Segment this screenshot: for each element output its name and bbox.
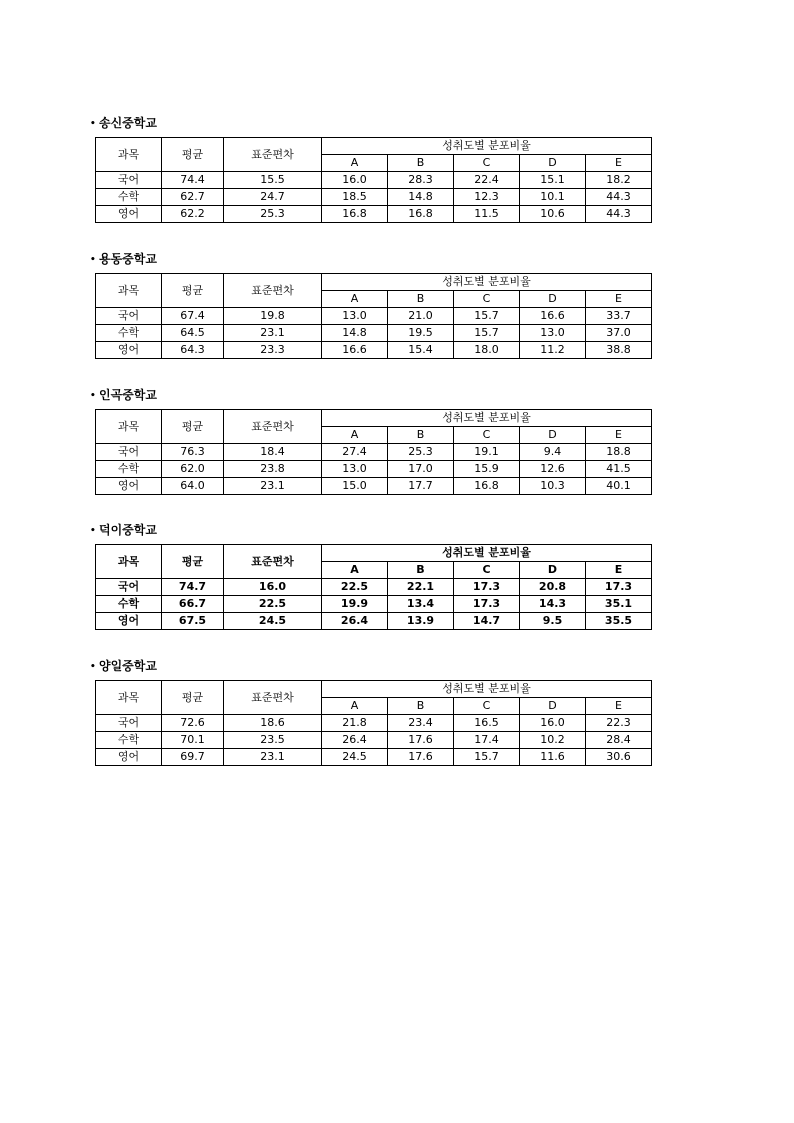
school-title [90, 658, 656, 674]
header-grade: E [586, 155, 652, 172]
cell-subject: 국어 [96, 172, 162, 189]
cell-mean: 62.2 [162, 206, 224, 223]
cell-grade-ratio: 16.8 [454, 478, 520, 495]
header-stddev: 표준편차 [224, 138, 322, 172]
cell-grade-ratio: 15.4 [388, 342, 454, 359]
cell-stddev: 23.8 [224, 461, 322, 478]
table-row [96, 715, 652, 732]
table-row [96, 596, 652, 613]
cell-grade-ratio: 41.5 [586, 461, 652, 478]
cell-mean: 76.3 [162, 444, 224, 461]
cell-grade-ratio: 10.3 [520, 478, 586, 495]
cell-subject: 수학 [96, 461, 162, 478]
school-title [90, 251, 656, 267]
cell-subject: 국어 [96, 579, 162, 596]
cell-stddev: 16.0 [224, 579, 322, 596]
header-grade: E [586, 698, 652, 715]
table-header-row [96, 545, 652, 562]
header-grade: A [322, 562, 388, 579]
school-name: 덕이중학교 [99, 523, 157, 537]
cell-grade-ratio: 35.5 [586, 613, 652, 630]
header-distribution: 성취도별 분포비율 [322, 138, 652, 155]
cell-subject: 영어 [96, 206, 162, 223]
cell-grade-ratio: 13.0 [322, 308, 388, 325]
cell-grade-ratio: 15.7 [454, 749, 520, 766]
cell-grade-ratio: 13.4 [388, 596, 454, 613]
header-distribution: 성취도별 분포비율 [322, 274, 652, 291]
header-grade: C [454, 698, 520, 715]
cell-grade-ratio: 21.0 [388, 308, 454, 325]
cell-grade-ratio: 11.5 [454, 206, 520, 223]
cell-mean: 74.7 [162, 579, 224, 596]
table-row [96, 206, 652, 223]
cell-stddev: 25.3 [224, 206, 322, 223]
cell-subject: 영어 [96, 342, 162, 359]
cell-grade-ratio: 44.3 [586, 189, 652, 206]
header-grade: B [388, 155, 454, 172]
cell-grade-ratio: 19.1 [454, 444, 520, 461]
cell-grade-ratio: 9.5 [520, 613, 586, 630]
table-header-row [96, 681, 652, 698]
header-grade: A [322, 698, 388, 715]
cell-grade-ratio: 18.2 [586, 172, 652, 189]
header-grade: B [388, 698, 454, 715]
cell-mean: 62.7 [162, 189, 224, 206]
school-name: 인곡중학교 [99, 388, 157, 402]
table-row [96, 478, 652, 495]
table-row [96, 325, 652, 342]
cell-subject: 국어 [96, 715, 162, 732]
bullet-icon: • [90, 391, 96, 401]
cell-grade-ratio: 22.4 [454, 172, 520, 189]
header-subject: 과목 [96, 410, 162, 444]
cell-mean: 72.6 [162, 715, 224, 732]
bullet-icon: • [90, 526, 96, 536]
cell-grade-ratio: 25.3 [388, 444, 454, 461]
header-stddev: 표준편차 [224, 274, 322, 308]
cell-grade-ratio: 12.3 [454, 189, 520, 206]
cell-grade-ratio: 28.4 [586, 732, 652, 749]
cell-mean: 67.4 [162, 308, 224, 325]
cell-stddev: 24.7 [224, 189, 322, 206]
header-subject: 과목 [96, 274, 162, 308]
cell-subject: 국어 [96, 444, 162, 461]
cell-grade-ratio: 15.9 [454, 461, 520, 478]
header-grade: B [388, 427, 454, 444]
cell-grade-ratio: 14.7 [454, 613, 520, 630]
school-name: 용동중학교 [99, 252, 157, 266]
table-header-row [96, 138, 652, 155]
cell-grade-ratio: 13.9 [388, 613, 454, 630]
header-distribution: 성취도별 분포비율 [322, 681, 652, 698]
school-title [90, 115, 656, 131]
cell-grade-ratio: 35.1 [586, 596, 652, 613]
cell-mean: 62.0 [162, 461, 224, 478]
cell-grade-ratio: 16.0 [322, 172, 388, 189]
school-section [90, 522, 656, 630]
cell-stddev: 23.3 [224, 342, 322, 359]
score-table [95, 680, 652, 766]
header-grade: B [388, 291, 454, 308]
cell-grade-ratio: 10.1 [520, 189, 586, 206]
cell-grade-ratio: 14.8 [322, 325, 388, 342]
cell-stddev: 23.5 [224, 732, 322, 749]
cell-grade-ratio: 38.8 [586, 342, 652, 359]
cell-mean: 64.0 [162, 478, 224, 495]
school-section [90, 387, 656, 495]
school-section [90, 658, 656, 766]
header-mean: 평균 [162, 545, 224, 579]
table-row [96, 461, 652, 478]
cell-grade-ratio: 15.7 [454, 325, 520, 342]
header-grade: E [586, 562, 652, 579]
header-grade: D [520, 698, 586, 715]
school-name: 송신중학교 [99, 116, 157, 130]
header-distribution: 성취도별 분포비율 [322, 410, 652, 427]
header-grade: D [520, 155, 586, 172]
cell-subject: 영어 [96, 613, 162, 630]
school-section [90, 115, 656, 223]
header-stddev: 표준편차 [224, 545, 322, 579]
header-grade: A [322, 427, 388, 444]
cell-subject: 수학 [96, 189, 162, 206]
cell-grade-ratio: 33.7 [586, 308, 652, 325]
cell-stddev: 18.6 [224, 715, 322, 732]
cell-grade-ratio: 17.3 [586, 579, 652, 596]
cell-stddev: 24.5 [224, 613, 322, 630]
cell-stddev: 18.4 [224, 444, 322, 461]
cell-subject: 국어 [96, 308, 162, 325]
header-grade: C [454, 155, 520, 172]
header-distribution: 성취도별 분포비율 [322, 545, 652, 562]
cell-grade-ratio: 28.3 [388, 172, 454, 189]
table-row [96, 308, 652, 325]
cell-grade-ratio: 14.8 [388, 189, 454, 206]
cell-mean: 66.7 [162, 596, 224, 613]
cell-grade-ratio: 26.4 [322, 732, 388, 749]
cell-grade-ratio: 11.2 [520, 342, 586, 359]
cell-grade-ratio: 15.7 [454, 308, 520, 325]
cell-grade-ratio: 9.4 [520, 444, 586, 461]
header-mean: 평균 [162, 681, 224, 715]
cell-grade-ratio: 15.0 [322, 478, 388, 495]
header-grade: C [454, 427, 520, 444]
header-mean: 평균 [162, 274, 224, 308]
header-stddev: 표준편차 [224, 681, 322, 715]
cell-grade-ratio: 17.3 [454, 579, 520, 596]
table-row [96, 189, 652, 206]
header-mean: 평균 [162, 410, 224, 444]
cell-grade-ratio: 16.5 [454, 715, 520, 732]
cell-grade-ratio: 11.6 [520, 749, 586, 766]
header-grade: B [388, 562, 454, 579]
cell-grade-ratio: 37.0 [586, 325, 652, 342]
table-row [96, 342, 652, 359]
cell-grade-ratio: 15.1 [520, 172, 586, 189]
table-row [96, 579, 652, 596]
header-grade: A [322, 291, 388, 308]
cell-grade-ratio: 22.3 [586, 715, 652, 732]
cell-grade-ratio: 19.5 [388, 325, 454, 342]
cell-subject: 영어 [96, 749, 162, 766]
table-row [96, 444, 652, 461]
cell-mean: 69.7 [162, 749, 224, 766]
cell-subject: 수학 [96, 732, 162, 749]
header-mean: 평균 [162, 138, 224, 172]
cell-grade-ratio: 16.0 [520, 715, 586, 732]
cell-grade-ratio: 17.3 [454, 596, 520, 613]
cell-grade-ratio: 10.2 [520, 732, 586, 749]
table-row [96, 613, 652, 630]
score-table [95, 409, 652, 495]
cell-grade-ratio: 40.1 [586, 478, 652, 495]
cell-grade-ratio: 14.3 [520, 596, 586, 613]
header-grade: D [520, 562, 586, 579]
header-stddev: 표준편차 [224, 410, 322, 444]
cell-grade-ratio: 21.8 [322, 715, 388, 732]
header-grade: A [322, 155, 388, 172]
cell-grade-ratio: 23.4 [388, 715, 454, 732]
header-subject: 과목 [96, 545, 162, 579]
table-row [96, 749, 652, 766]
cell-stddev: 19.8 [224, 308, 322, 325]
score-table [95, 137, 652, 223]
cell-grade-ratio: 10.6 [520, 206, 586, 223]
cell-grade-ratio: 18.5 [322, 189, 388, 206]
cell-grade-ratio: 16.8 [322, 206, 388, 223]
cell-stddev: 23.1 [224, 478, 322, 495]
bullet-icon: • [90, 255, 96, 265]
header-grade: C [454, 291, 520, 308]
cell-subject: 수학 [96, 596, 162, 613]
table-row [96, 172, 652, 189]
cell-mean: 74.4 [162, 172, 224, 189]
cell-grade-ratio: 24.5 [322, 749, 388, 766]
cell-grade-ratio: 26.4 [322, 613, 388, 630]
cell-grade-ratio: 17.6 [388, 749, 454, 766]
bullet-icon: • [90, 119, 96, 129]
table-header-row [96, 274, 652, 291]
cell-stddev: 23.1 [224, 749, 322, 766]
cell-grade-ratio: 16.6 [520, 308, 586, 325]
header-grade: E [586, 291, 652, 308]
cell-grade-ratio: 19.9 [322, 596, 388, 613]
cell-grade-ratio: 17.0 [388, 461, 454, 478]
cell-grade-ratio: 16.8 [388, 206, 454, 223]
cell-grade-ratio: 18.8 [586, 444, 652, 461]
header-grade: E [586, 427, 652, 444]
school-name: 양일중학교 [99, 659, 157, 673]
cell-grade-ratio: 18.0 [454, 342, 520, 359]
cell-grade-ratio: 44.3 [586, 206, 652, 223]
cell-grade-ratio: 17.7 [388, 478, 454, 495]
school-section [90, 251, 656, 359]
table-row [96, 732, 652, 749]
cell-grade-ratio: 12.6 [520, 461, 586, 478]
cell-mean: 67.5 [162, 613, 224, 630]
header-subject: 과목 [96, 138, 162, 172]
school-title [90, 522, 656, 538]
cell-grade-ratio: 16.6 [322, 342, 388, 359]
cell-grade-ratio: 22.1 [388, 579, 454, 596]
cell-grade-ratio: 30.6 [586, 749, 652, 766]
cell-mean: 64.3 [162, 342, 224, 359]
cell-stddev: 22.5 [224, 596, 322, 613]
cell-grade-ratio: 22.5 [322, 579, 388, 596]
header-grade: D [520, 427, 586, 444]
score-table [95, 544, 652, 630]
cell-stddev: 15.5 [224, 172, 322, 189]
cell-grade-ratio: 20.8 [520, 579, 586, 596]
table-header-row [96, 410, 652, 427]
cell-grade-ratio: 13.0 [322, 461, 388, 478]
school-title [90, 387, 656, 403]
cell-grade-ratio: 27.4 [322, 444, 388, 461]
cell-grade-ratio: 17.6 [388, 732, 454, 749]
cell-stddev: 23.1 [224, 325, 322, 342]
cell-grade-ratio: 13.0 [520, 325, 586, 342]
score-table [95, 273, 652, 359]
bullet-icon: • [90, 662, 96, 672]
header-grade: C [454, 562, 520, 579]
cell-subject: 수학 [96, 325, 162, 342]
cell-mean: 64.5 [162, 325, 224, 342]
header-subject: 과목 [96, 681, 162, 715]
cell-grade-ratio: 17.4 [454, 732, 520, 749]
cell-mean: 70.1 [162, 732, 224, 749]
cell-subject: 영어 [96, 478, 162, 495]
header-grade: D [520, 291, 586, 308]
